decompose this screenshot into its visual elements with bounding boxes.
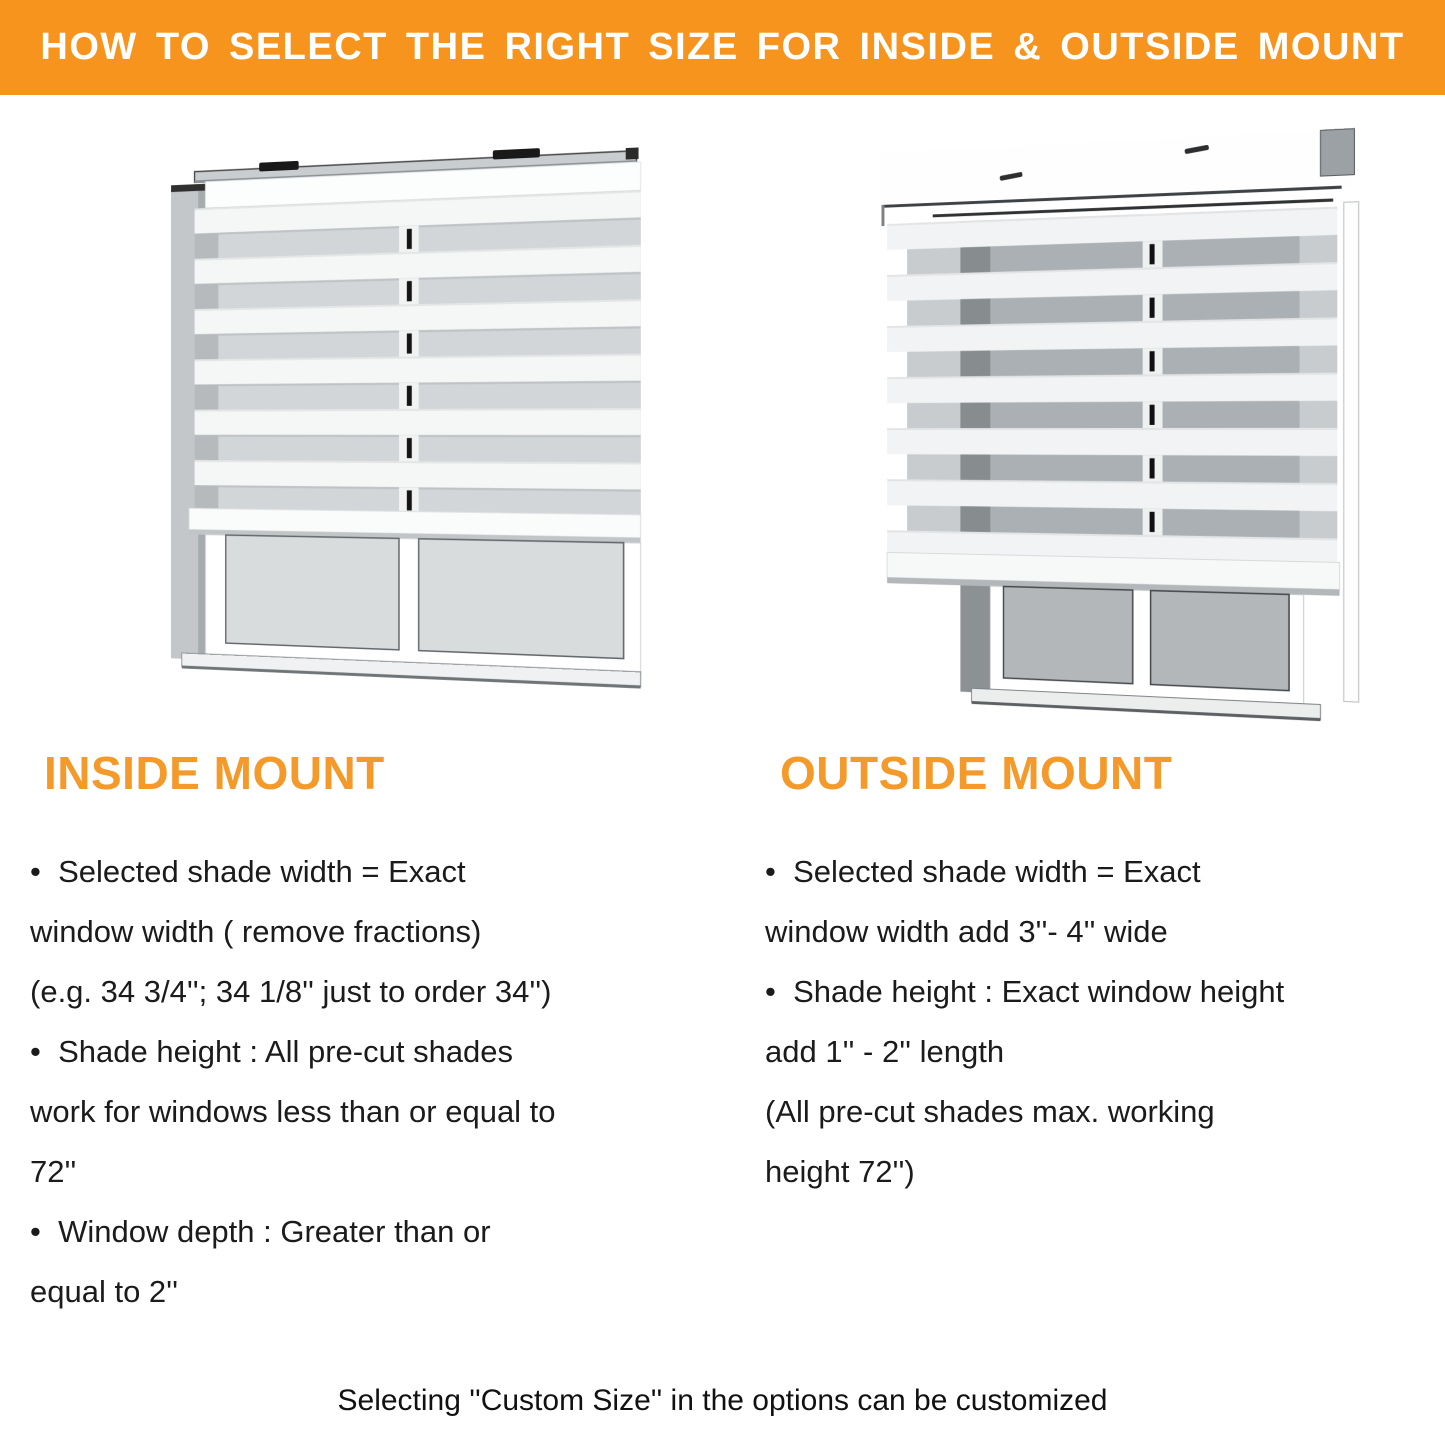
instruction-line: equal to 2'' (30, 1274, 179, 1309)
zebra-shade-fabric (195, 190, 641, 517)
window-glass-left (1003, 586, 1132, 683)
title-banner (0, 0, 1445, 95)
inside-mount-illustration (171, 142, 645, 718)
window-glass-right (419, 539, 624, 659)
instruction-line: work for windows less than or equal to (30, 1094, 556, 1129)
instruction-line: window width add 3''- 4'' wide (765, 914, 1168, 949)
window-right-frame-strip (1344, 202, 1359, 702)
outside-mount-window-drawing (882, 127, 1374, 738)
instruction-line: • Selected shade width = Exact (30, 854, 466, 889)
window-left-jamb (960, 585, 990, 693)
inside-mount-heading: INSIDE MOUNT (44, 747, 385, 799)
inside-mount-window-drawing (171, 142, 645, 718)
instruction-line: • Shade height : Exact window height (765, 974, 1285, 1009)
instruction-line: window width ( remove fractions) (30, 914, 482, 949)
instruction-line: add 1'' - 2'' length (765, 1034, 1005, 1069)
instruction-line: • Shade height : All pre-cut shades (30, 1034, 514, 1069)
instruction-line: (e.g. 34 3/4''; 34 1/8'' just to order 34'') (30, 974, 552, 1009)
zebra-shade-fabric (887, 207, 1337, 563)
custom-size-note: Selecting ''Custom Size'' in the options can be customized (337, 1384, 1108, 1417)
instruction-line: • Selected shade width = Exact (765, 854, 1201, 889)
outside-mount-illustration (882, 127, 1374, 738)
instruction-line: • Window depth : Greater than or (30, 1214, 491, 1249)
instruction-line: 72'' (30, 1154, 77, 1189)
instruction-line: height 72'') (765, 1154, 915, 1189)
window-glass-right (1151, 591, 1289, 691)
mounting-bracket (1320, 129, 1354, 177)
mounting-clip-left (259, 161, 299, 172)
window-glass-left (226, 535, 399, 650)
page-title: HOW TO SELECT THE RIGHT SIZE FOR INSIDE & OUTSIDE MOUNT (40, 26, 1405, 68)
outside-mount-instructions (765, 842, 1435, 1202)
instruction-line: (All pre-cut shades max. working (765, 1094, 1215, 1129)
outside-mount-heading: OUTSIDE MOUNT (780, 747, 1173, 799)
inside-mount-instructions (30, 842, 720, 1322)
